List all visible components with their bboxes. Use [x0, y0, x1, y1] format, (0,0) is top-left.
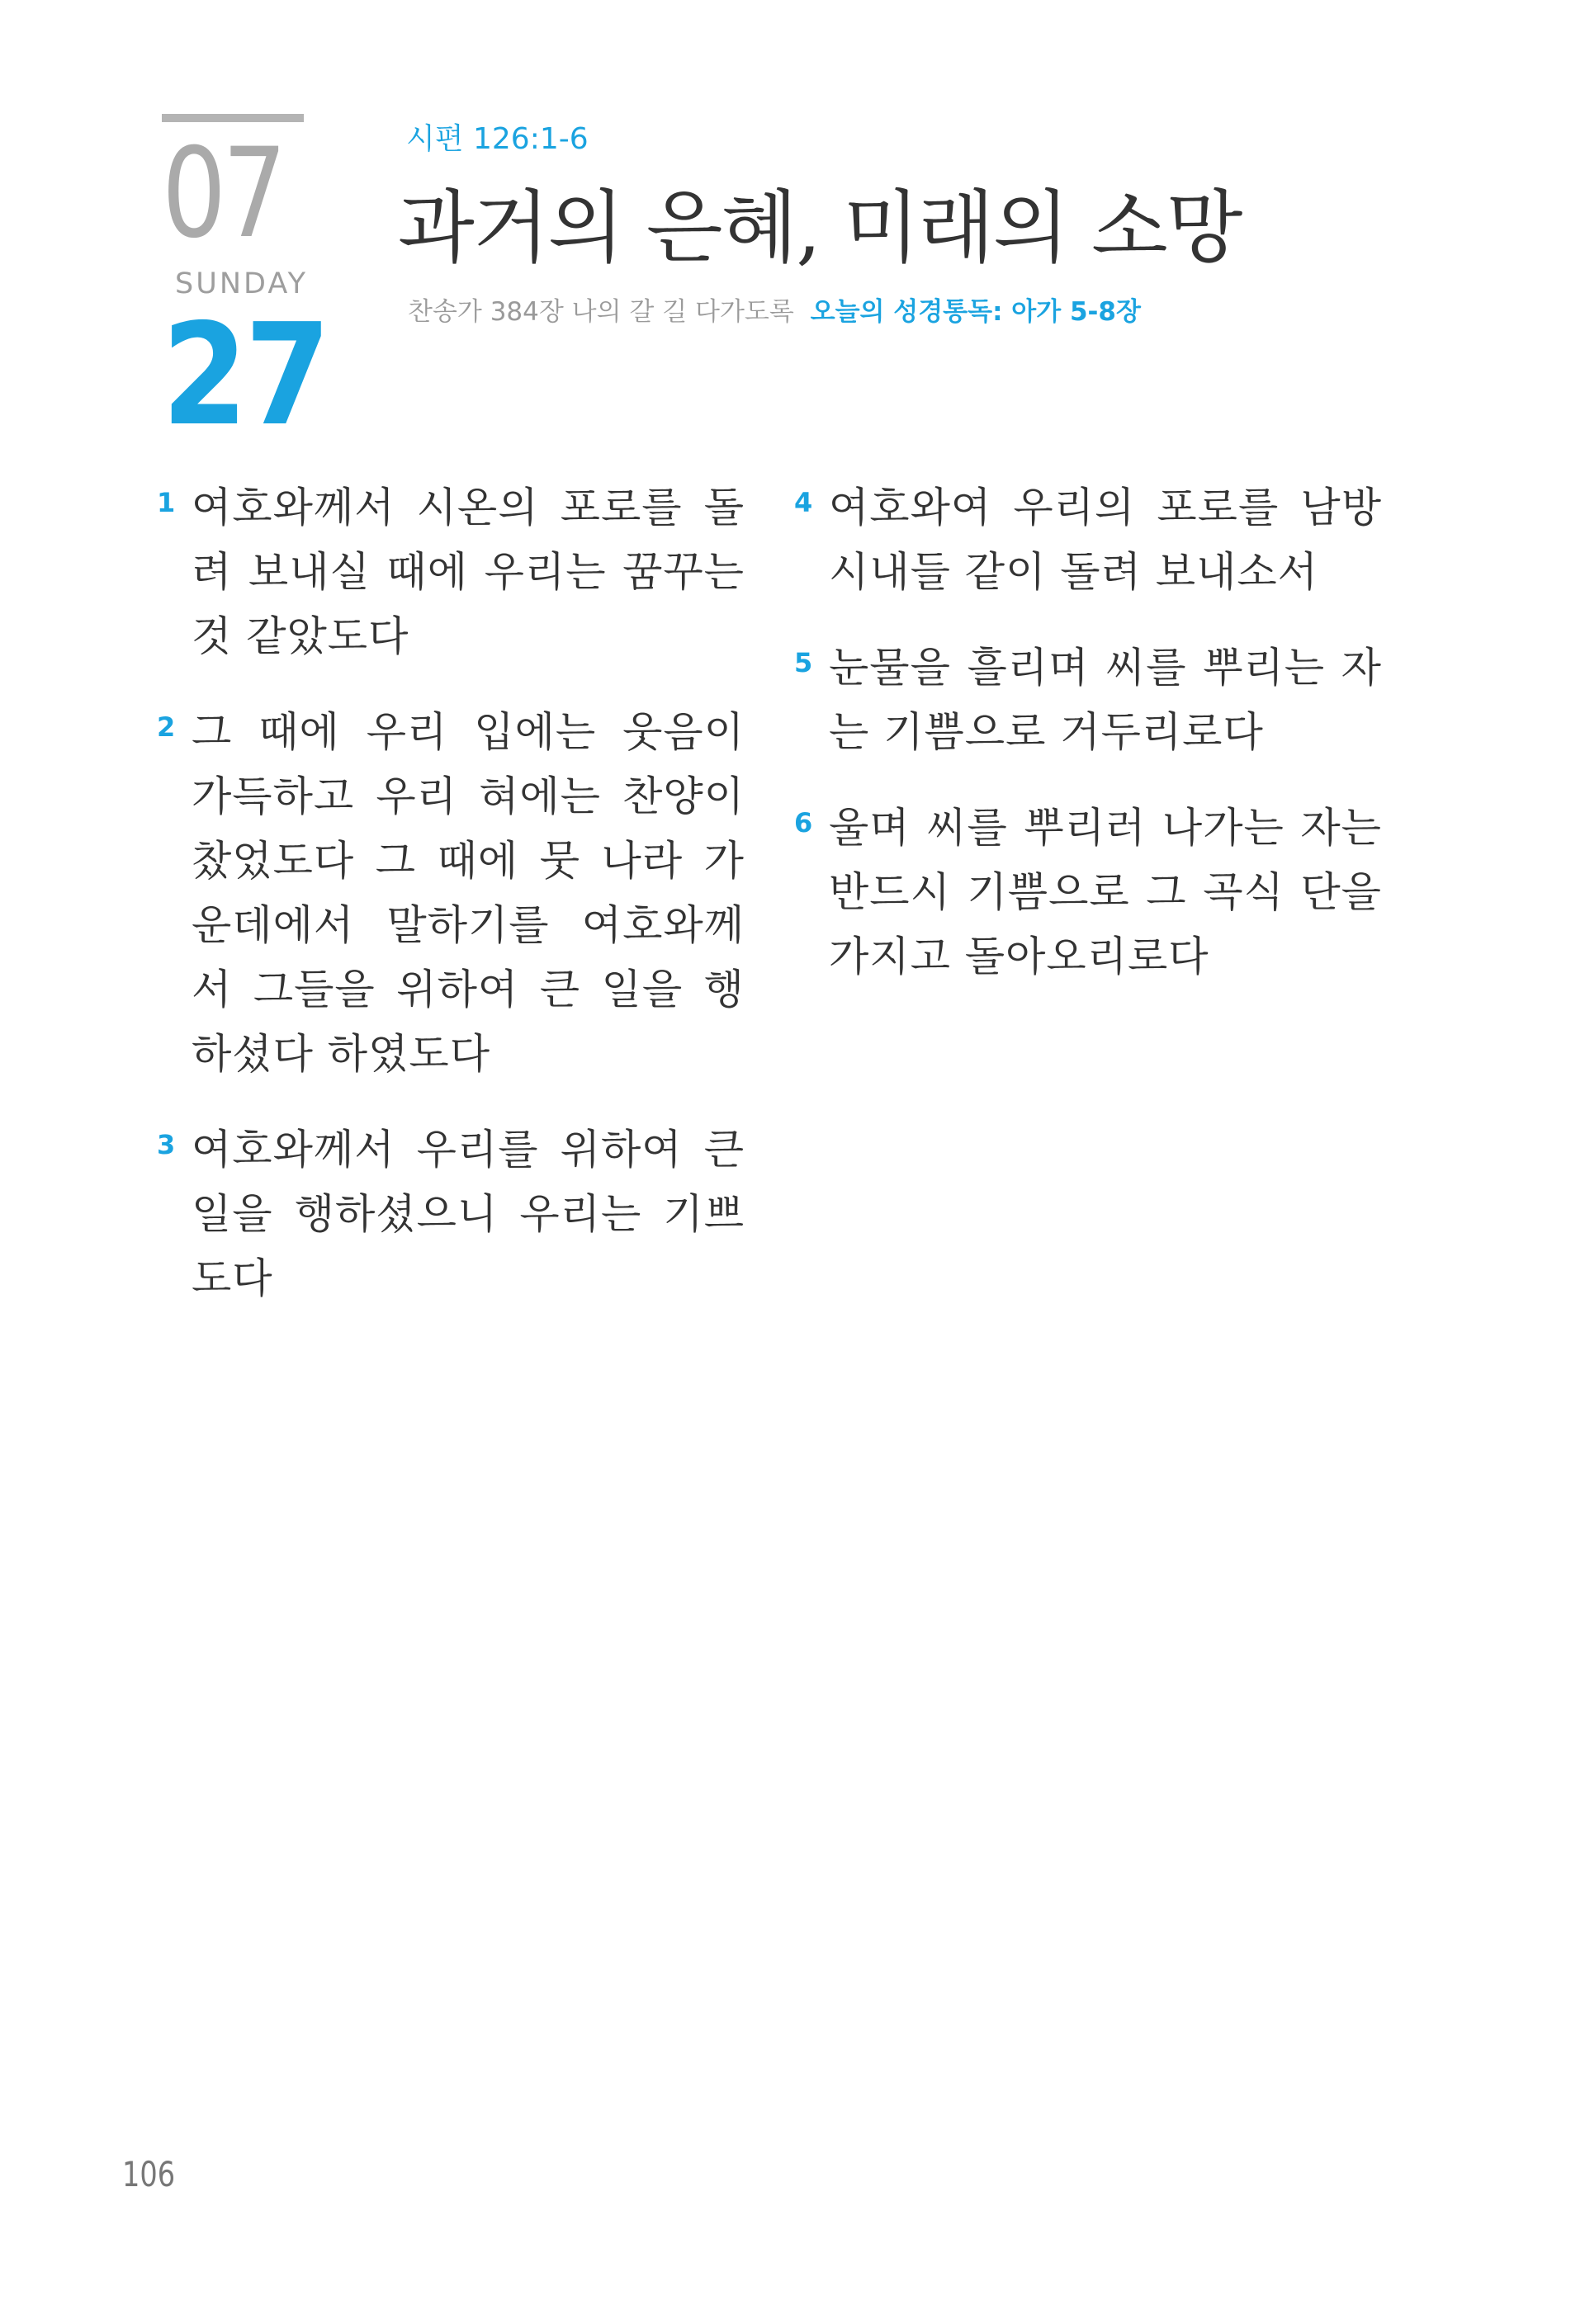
page-title: 과거의 은혜, 미래의 소망	[398, 182, 1242, 274]
verse-number: 5	[794, 647, 813, 678]
verse-column-left	[157, 475, 745, 1342]
verse-number: 6	[794, 807, 813, 838]
date-divider	[162, 114, 304, 122]
verse-text: 여호와여 우리의 포로를 남방 시내들 같이 돌려 보내소서	[829, 484, 1382, 596]
verse-1	[157, 475, 745, 668]
daily-reading: 오늘의 성경통독: 아가 5-8장	[810, 297, 1141, 327]
hymn-text: 찬송가 384장 나의 갈 길 다가도록	[408, 297, 794, 327]
verse-text: 그 때에 우리 입에는 웃음이 가득하고 우리 혀에는 찬양이 찼었도다 그 때에 뭇 나라 가운데에서 말하기를 여호와께서 그들을 위하여 큰 일을 행하셨다 하였도다	[192, 708, 745, 1078]
verse-5	[794, 635, 1382, 764]
month-number: 07	[162, 122, 283, 266]
hymn-and-reading	[408, 290, 1141, 328]
verse-4	[794, 475, 1382, 604]
verse-number: 1	[157, 487, 176, 518]
weekday-label: SUNDAY	[175, 267, 308, 300]
verse-text: 여호와께서 우리를 위하여 큰 일을 행하셨으니 우리는 기쁘도다	[192, 1126, 745, 1302]
day-number: 27	[162, 294, 329, 457]
verse-column-right	[794, 475, 1382, 1020]
verse-number: 3	[157, 1129, 176, 1160]
verse-text: 여호와께서 시온의 포로를 돌려 보내실 때에 우리는 꿈꾸는 것 같았도다	[192, 484, 745, 660]
date-block	[162, 114, 329, 457]
verse-number: 4	[794, 487, 813, 518]
scripture-reference: 시편 126:1-6	[406, 122, 589, 156]
verse-text: 울며 씨를 뿌리러 나가는 자는 반드시 기쁨으로 그 곡식 단을 가지고 돌아오리로다	[829, 804, 1382, 980]
verse-2	[157, 700, 745, 1086]
verse-3	[157, 1117, 745, 1311]
verse-text: 눈물을 흘리며 씨를 뿌리는 자는 기쁨으로 거두리로다	[829, 644, 1382, 756]
verse-6	[794, 796, 1382, 989]
page-number: 106	[122, 2154, 176, 2194]
verse-number: 2	[157, 711, 176, 743]
